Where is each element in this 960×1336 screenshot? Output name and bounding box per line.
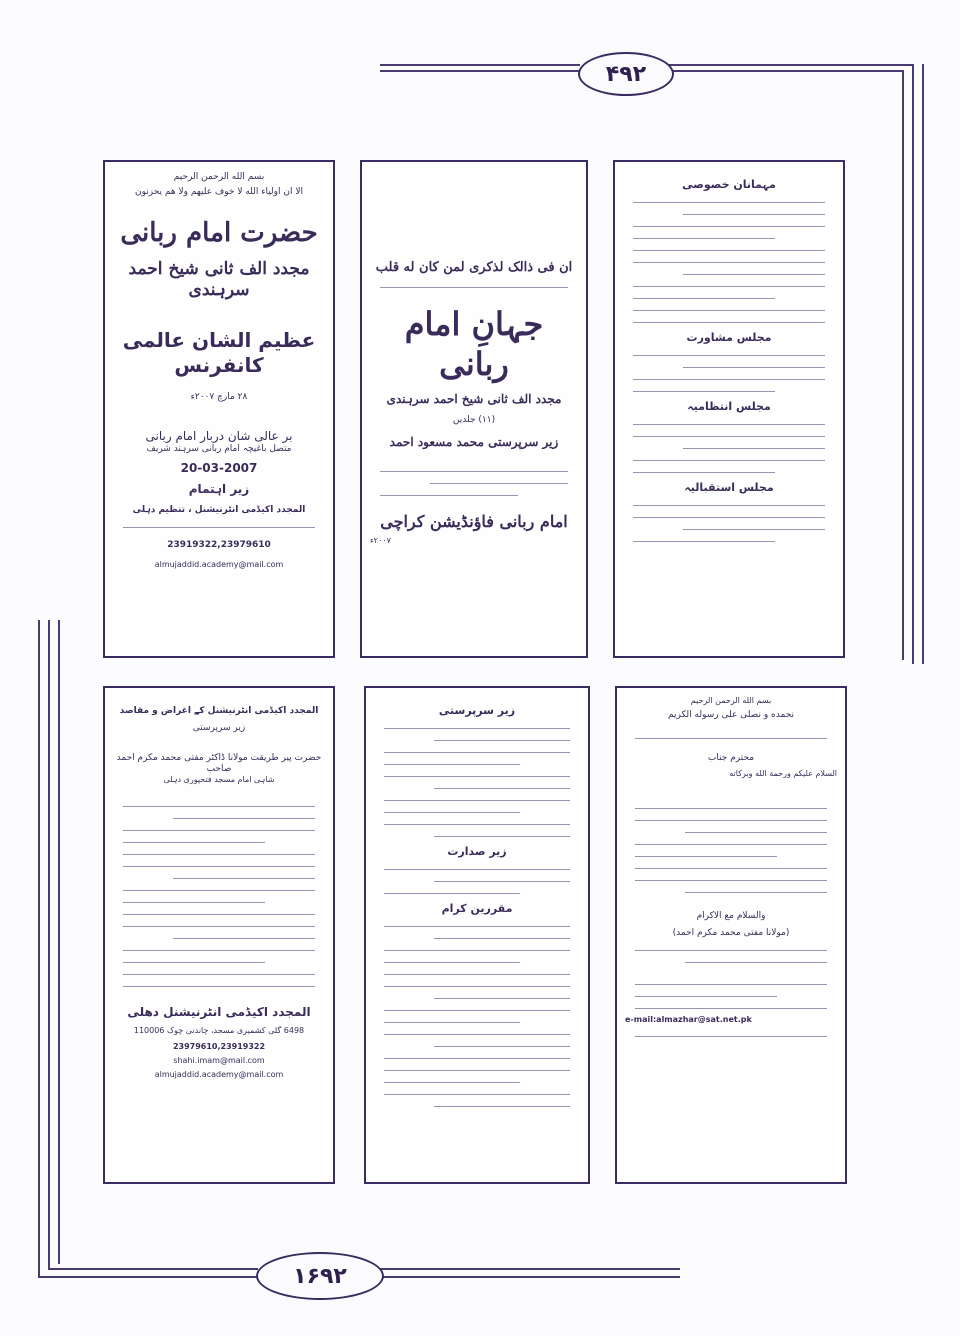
aims-line — [123, 979, 315, 987]
committee-line — [633, 384, 775, 392]
cover-scribble-4 — [380, 488, 518, 496]
committee-line — [633, 219, 825, 227]
page-number-bottom-text: ۱۶۹۲ — [293, 1263, 347, 1289]
patronage-line — [384, 979, 570, 987]
panel-academy-aims — [103, 686, 335, 1184]
patronage-line — [384, 1063, 570, 1071]
cover-editor: زیر سرپرستی محمد مسعود احمد — [389, 434, 559, 449]
frame-line-bottom-h3 — [380, 1268, 680, 1270]
cover-publisher: امام ربانی فاؤنڈیشن کراچی — [380, 511, 568, 531]
aims-footer-title: المجدد اکیڈمی انٹرنیشنل دهلی — [127, 1005, 311, 1019]
committee-line — [633, 279, 825, 287]
aims-line — [123, 799, 315, 807]
committee-line — [633, 498, 825, 506]
frame-line-bottom-h2 — [48, 1268, 258, 1270]
cover-scribble-1 — [380, 280, 568, 288]
patronage-line — [434, 733, 570, 741]
patronage-line — [384, 1027, 570, 1035]
letter-line — [685, 885, 827, 893]
conference-venue-detail: متصل باغیچہ امام ربانی سرہند شریف — [146, 443, 292, 454]
letter-line — [635, 837, 827, 845]
committee-line — [633, 510, 825, 518]
letter-line — [635, 989, 777, 997]
committee-line — [633, 453, 825, 461]
aims-line — [123, 907, 315, 915]
cover-date: ۲۰۰۷ء — [370, 535, 391, 545]
committee-heading-reception: مجلس استقبالیہ — [684, 481, 774, 494]
committee-line — [633, 348, 825, 356]
panel-committees — [613, 160, 845, 658]
letter-line — [635, 813, 827, 821]
committee-line — [683, 360, 825, 368]
patronage-line — [384, 862, 570, 870]
letter-dear: محترم جناب — [707, 753, 755, 764]
patronage-line — [384, 1087, 570, 1095]
patronage-line — [384, 1003, 570, 1011]
organizer-name: المجدد اکیڈمی انٹرنیشنل ، تنظیم دہلی — [132, 505, 306, 515]
letter-line — [635, 849, 777, 857]
letter-line — [635, 977, 827, 985]
aims-line — [123, 895, 265, 903]
panel-invitation-letter — [615, 686, 847, 1184]
patronage-line — [384, 919, 570, 927]
patronage-line — [384, 745, 570, 753]
patronage-line — [434, 1039, 570, 1047]
committee-line — [633, 255, 825, 263]
letter-salutation: نحمده و نصلی علی رسوله الکریم — [667, 710, 795, 720]
patronage-line — [384, 967, 570, 975]
letter-line — [685, 825, 827, 833]
committee-line — [683, 267, 825, 275]
organizer-label: زیر اہتمام — [188, 482, 250, 496]
letter-email: e-mail:almazhar@sat.net.pk — [625, 1015, 752, 1024]
committee-line — [633, 465, 775, 473]
letter-bismillah: بسم الله الرحمن الرحيم — [690, 696, 772, 705]
aims-email-2: almujaddid.academy@mail.com — [154, 1070, 284, 1079]
frame-line-top-h2 — [640, 70, 902, 72]
patronage-line — [434, 931, 570, 939]
committee-line — [633, 429, 825, 437]
panel-conference-card — [103, 160, 335, 658]
committee-heading-advisory: مجلس مشاورت — [686, 331, 772, 344]
committee-line — [683, 522, 825, 530]
letter-line — [635, 1001, 827, 1009]
committee-line — [633, 315, 825, 323]
aims-line — [123, 883, 315, 891]
letter-closing: والسلام مع الاکرام — [696, 910, 766, 921]
committee-line — [683, 207, 825, 215]
committee-line — [633, 534, 775, 542]
committee-line — [633, 303, 825, 311]
patronage-line — [434, 829, 570, 837]
frame-line-bottom-h4 — [380, 1276, 680, 1278]
patronage-line — [434, 1099, 570, 1107]
patronage-line — [384, 1015, 520, 1023]
letter-line — [685, 955, 827, 963]
patronage-line — [384, 805, 520, 813]
conference-heading-line1: عظیم الشان عالمی — [122, 327, 316, 352]
patronage-line — [384, 817, 570, 825]
organizer-email: almujaddid.academy@mail.com — [154, 559, 284, 569]
frame-line-left-v1 — [38, 620, 40, 1278]
organizer-phones: 23919322,23979610 — [167, 540, 271, 551]
patronage-line — [384, 793, 570, 801]
aims-line — [173, 931, 315, 939]
patronage-line — [384, 943, 570, 951]
patronage-line — [384, 955, 520, 963]
committee-line — [683, 441, 825, 449]
bismillah-text: بسم الله الرحمن الرحيم — [173, 172, 265, 182]
frame-line-top-h4 — [380, 70, 580, 72]
conference-dates: ۲۸ مارچ ۲۰۰۷ء — [190, 391, 248, 402]
cover-title: جہانِ امام ربانی — [404, 305, 544, 384]
panel-patronage — [364, 686, 590, 1184]
conference-subtitle: مجدد الف ثانی شیخ احمد سرہندی — [128, 259, 310, 301]
letter-line — [635, 943, 827, 951]
letter-line — [635, 1029, 827, 1037]
patronage-line — [434, 991, 570, 999]
letter-signature: (مولانا مفتی محمد مکرم احمد) — [672, 927, 790, 938]
frame-line-top-h1 — [640, 64, 912, 66]
patronage-line — [434, 874, 570, 882]
aims-line — [123, 943, 315, 951]
page-number-bottom — [256, 1252, 384, 1300]
committee-heading-management: مجلس انتظامیہ — [687, 400, 771, 413]
aims-patron: حضرت پیر طریقت مولانا ڈاکٹر مفتی محمد مکرم احمد صاحب — [116, 752, 322, 774]
conference-date-english: 20-03-2007 — [180, 461, 258, 475]
patronage-line — [384, 757, 520, 765]
letter-line — [635, 873, 827, 881]
patronage-line — [384, 1051, 570, 1059]
cover-volume: (۱۱) جلدیں — [452, 415, 496, 426]
committee-line — [633, 195, 825, 203]
speakers-heading: مقررین کرام — [441, 902, 513, 915]
patronage-line — [384, 886, 520, 894]
frame-line-right-v1 — [912, 64, 914, 664]
page-number-top — [578, 52, 674, 96]
committee-heading-guests: مہمانان خصوصی — [682, 178, 776, 191]
page-number-top-text: ۴۹۲ — [605, 61, 647, 87]
patronage-line — [434, 781, 570, 789]
conference-title: حضرت امام ربانی — [120, 217, 318, 248]
committee-line — [633, 231, 775, 239]
aims-line — [123, 967, 315, 975]
presidency-heading: زیر صدارت — [447, 845, 507, 858]
letter-line — [635, 801, 827, 809]
aims-title: المجدد اکیڈمی انٹرنیشنل کے اغراض و مقاصد — [119, 706, 319, 716]
frame-line-bottom-h1 — [38, 1276, 258, 1278]
cover-verse: ان فی ذالک لذکری لمن کان له قلب — [375, 260, 573, 275]
aims-line — [123, 823, 315, 831]
aims-line — [123, 919, 315, 927]
frame-line-top-h3 — [380, 64, 580, 66]
aims-line — [123, 955, 265, 963]
conference-venue: بر عالی شان دربار امام ربانی — [145, 428, 293, 443]
cover-subtitle: مجدد الف ثانی شیخ احمد سرہندی — [386, 392, 562, 407]
patronage-heading: زیر سرپرستی — [438, 704, 516, 717]
conference-heading-line2: کانفرنس — [174, 352, 264, 377]
aims-line — [123, 847, 315, 855]
verse-text: الا ان اولیاء الله لا خوف علیهم ولا هم یحزنون — [135, 187, 303, 198]
cover-scribble-3 — [430, 476, 568, 484]
panel-book-cover — [360, 160, 588, 658]
patronage-line — [384, 721, 570, 729]
letter-line — [635, 731, 827, 739]
address-scribble — [123, 520, 315, 528]
frame-line-right-v3 — [922, 64, 924, 664]
committee-line — [633, 243, 825, 251]
aims-line — [173, 811, 315, 819]
letter-line — [635, 861, 827, 869]
aims-subtitle: زیر سرپرستی — [192, 723, 246, 734]
aims-email-1: shahi.imam@mail.com — [173, 1056, 265, 1065]
aims-line — [123, 859, 315, 867]
patronage-line — [384, 1075, 520, 1083]
committee-line — [633, 291, 775, 299]
committee-line — [633, 417, 825, 425]
cover-scribble-2 — [380, 464, 568, 472]
frame-line-right-v2 — [902, 70, 904, 660]
frame-line-left-v2 — [48, 620, 50, 1270]
aims-patron-detail: شاہی امام مسجد فتحپوری دہلی — [163, 775, 275, 784]
aims-line — [173, 871, 315, 879]
committee-line — [633, 372, 825, 380]
aims-phones: 23979610,23919322 — [172, 1042, 266, 1051]
aims-line — [123, 835, 265, 843]
patronage-line — [384, 769, 570, 777]
aims-address: 6498 گلی کشمیری مسجد، چاندنی چوک 110006 — [133, 1026, 305, 1035]
frame-line-left-v3 — [58, 620, 60, 1264]
letter-greeting: السلام علیکم ورحمة الله وبرکاته — [729, 768, 837, 778]
